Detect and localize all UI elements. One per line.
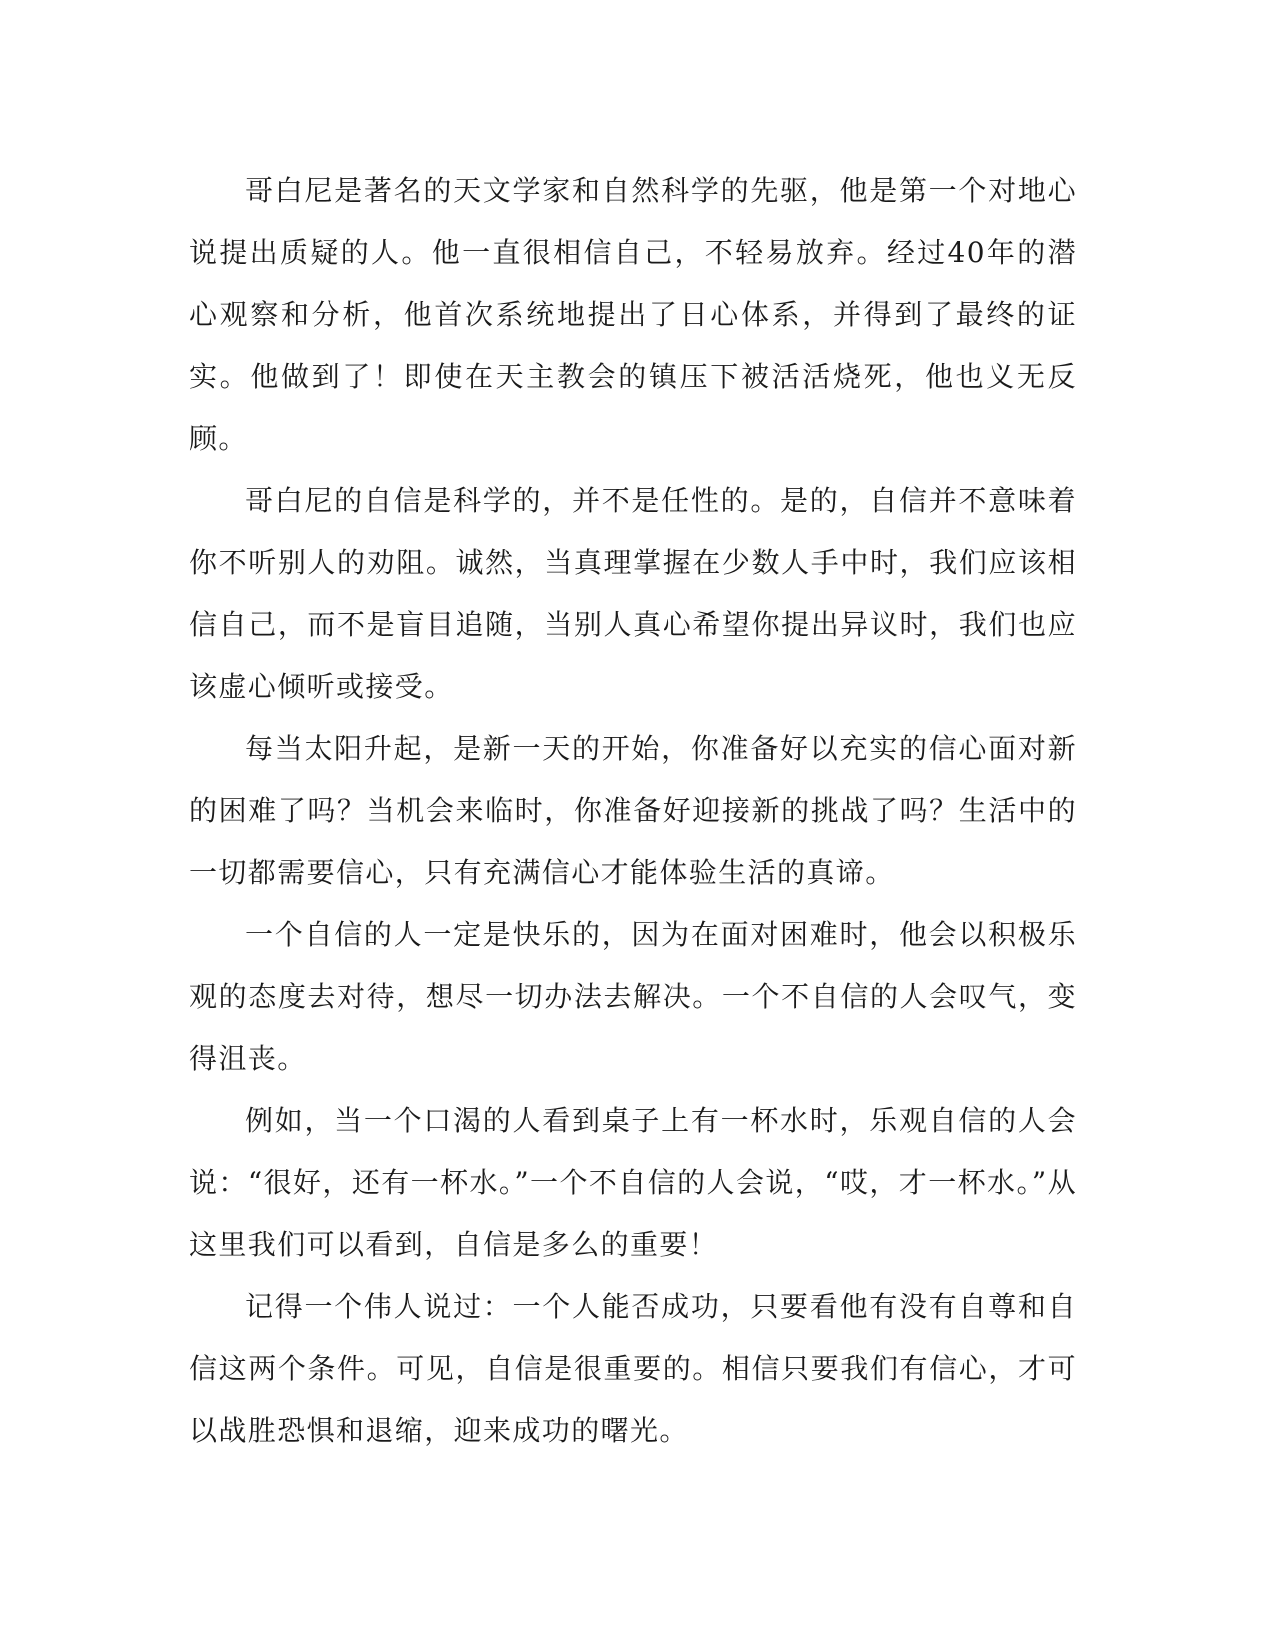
paragraph-great-man-quote: 记得一个伟人说过：一个人能否成功，只要看他有没有自尊和自信这两个条件。可见，自信是很重要的。相信只要我们有信心，才可以战胜恐惧和退缩，迎来成功的曙光。	[189, 1290, 1077, 1447]
paragraph-confidence-is-scientific: 哥白尼的自信是科学的，并不是任性的。是的，自信并不意味着你不听别人的劝阻。诚然，当真理掌握在少数人手中时，我们应该相信自己，而不是盲目追随，当别人真心希望你提出异议时，我们也应该虚心倾听或接受。	[189, 484, 1077, 703]
paragraph-confident-person-happy: 一个自信的人一定是快乐的，因为在面对困难时，他会以积极乐观的态度去对待，想尽一切办法去解决。一个不自信的人会叹气，变得沮丧。	[189, 918, 1077, 1075]
paragraph-copernicus: 哥白尼是著名的天文学家和自然科学的先驱，他是第一个对地心说提出质疑的人。他一直很相信自己，不轻易放弃。经过40年的潜心观察和分析，他首次系统地提出了日心体系，并得到了最终的证实。他做到了！即使在天主教会的镇压下被活活烧死，他也义无反顾。	[189, 174, 1077, 455]
paragraph-sunrise: 每当太阳升起，是新一天的开始，你准备好以充实的信心面对新的困难了吗？当机会来临时，你准备好迎接新的挑战了吗？生活中的一切都需要信心，只有充满信心才能体验生活的真谛。	[189, 732, 1077, 889]
document-body	[189, 160, 1077, 1462]
paragraph-glass-of-water: 例如，当一个口渴的人看到桌子上有一杯水时，乐观自信的人会说：“很好，还有一杯水。”一个不自信的人会说，“哎，才一杯水。”从这里我们可以看到，自信是多么的重要！	[189, 1104, 1077, 1261]
